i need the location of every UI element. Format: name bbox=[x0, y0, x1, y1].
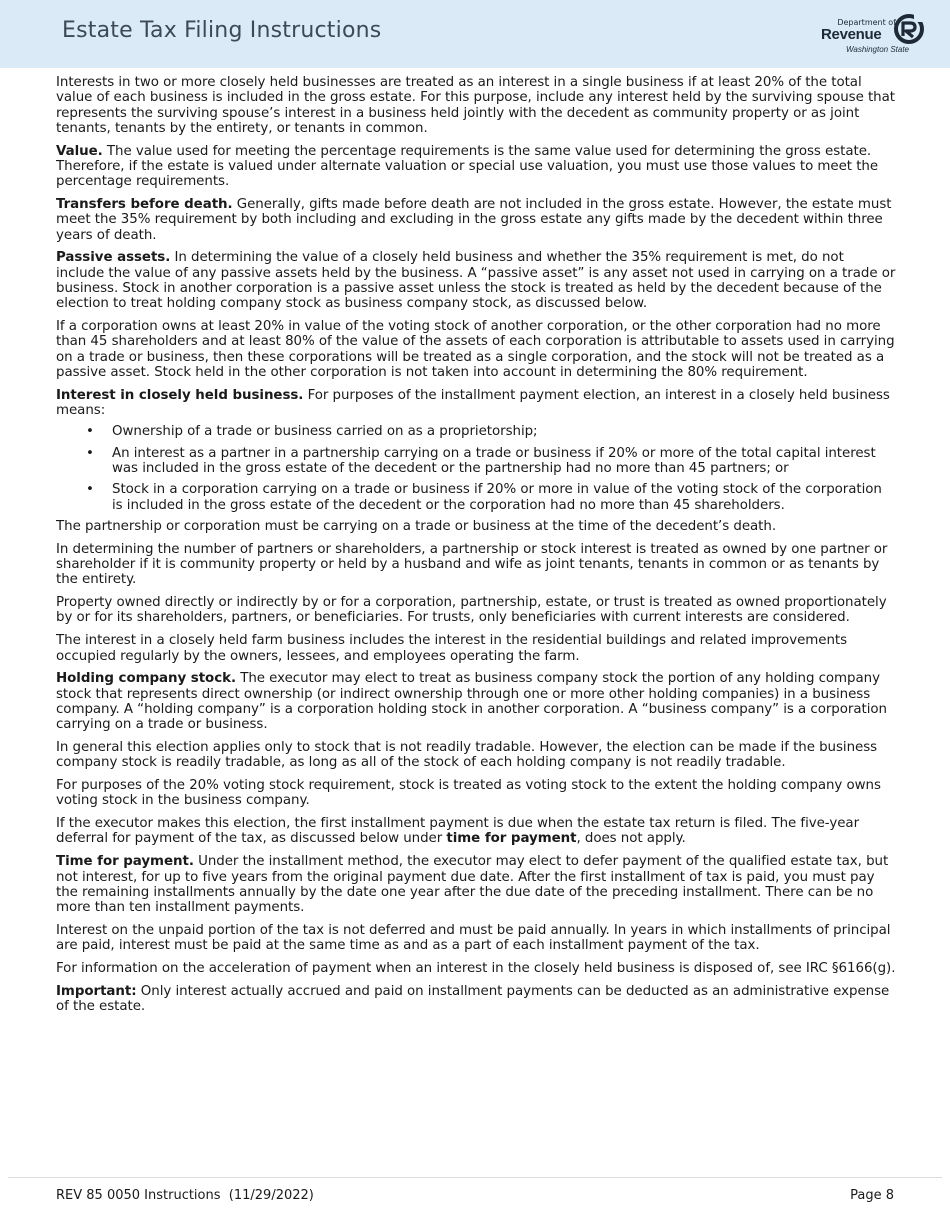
list-item: • Ownership of a trade or business carried on as a proprietorship; bbox=[86, 424, 538, 440]
footer-divider bbox=[8, 1177, 942, 1178]
paragraph: If a corporation owns at least 20% in value of the voting stock of another corporation, or the other corporation had no more than 45 shareholders and at least 80% of the value of the assets of each corporation is attributable to assets used in carrying on a trade or business, then these corporations will be treated as a single corporation, and the stock will not be treated as a passive asset. Stock held in the other corporation is not taken into account in determining the 80% requirement. bbox=[56, 319, 895, 381]
inline-bold: time for payment bbox=[446, 831, 577, 847]
document-body bbox=[56, 75, 896, 1022]
bullet-icon: • bbox=[86, 482, 94, 498]
paragraph-value: Value. The value used for meeting the percentage requirements is the same value used for determining the gross estate. Therefore, if the estate is valued under alternate valuation or special use valuation, you must use those values to meet the percentage requirements. bbox=[56, 143, 879, 190]
document-title: Estate Tax Filing Instructions bbox=[62, 18, 382, 43]
logo-department-text: Department of bbox=[837, 18, 896, 27]
paragraph-time-for-payment: Time for payment. Under the installment method, the executor may elect to defer payment of the qualified estate tax, but not interest, for up to five years from the original payment due date. After the first installment of tax is paid, you must pay the remaining installments annually by the date one year after the due date of the preceding installment. There can be no more than ten installment payments. bbox=[56, 854, 889, 916]
paragraph: For purposes of the 20% voting stock requirement, stock is treated as voting stock to the extent the holding company owns voting stock in the business company. bbox=[56, 778, 881, 809]
paragraph: Interest on the unpaid portion of the tax is not deferred and must be paid annually. In years in which installments of principal are paid, interest must be paid at the same time as and as a part of each installment payment of the tax. bbox=[56, 922, 891, 954]
section-heading: Holding company stock. bbox=[56, 671, 236, 687]
paragraph-important: Important: Only interest actually accrued and paid on installment payments can be deducted as an administrative expense of the estate. bbox=[56, 983, 890, 1015]
list-item: • Stock in a corporation carrying on a trade or business if 20% or more in value of the voting stock of the corporation is included in the gross estate of the decedent or the corporation had no more than 45 shareholders. bbox=[86, 482, 882, 513]
paragraph: For information on the acceleration of payment when an interest in the closely held business is disposed of, see IRC §6166(g). bbox=[56, 961, 896, 977]
revenue-logo-icon bbox=[894, 14, 924, 44]
logo-state-text: Washington State bbox=[846, 45, 910, 54]
form-identifier: REV 85 0050 Instructions (11/29/2022) bbox=[56, 1188, 314, 1203]
paragraph-passive-assets: Passive assets. In determining the value of a closely held business and whether the 35% requirement is met, do not include the value of any passive assets held by the business. A “passive asset” is any asset not used in carrying on a trade or business. Stock in another corporation is a passive asset unless the stock is treated as held by the decedent because of the election to treat holding company stock as business company stock, as discussed below. bbox=[56, 250, 896, 312]
paragraph: In determining the number of partners or shareholders, a partnership or stock interest is treated as owned by one partner or shareholder if it is community property or held by a husband and wife as joint tenants, tenants in common or as tenants by the entirety. bbox=[56, 541, 888, 588]
dor-logo bbox=[818, 14, 926, 58]
section-heading: Important: bbox=[56, 983, 137, 999]
paragraph: The partnership or corporation must be carrying on a trade or business at the time of the decedent’s death. bbox=[56, 518, 777, 534]
section-heading: Transfers before death. bbox=[56, 197, 233, 213]
paragraph-transfers-before-death: Transfers before death. Generally, gifts made before death are not included in the gross estate. However, the estate must meet the 35% requirement by both including and excluding in the gross estate any gifts made by the decedent within three years of death. bbox=[56, 197, 892, 243]
list-item: • An interest as a partner in a partnership carrying on a trade or business if 20% or more of the total capital interest was included in the gross estate of the decedent or the partnership had no more than 45 partners; or bbox=[86, 445, 876, 477]
paragraph: Interests in two or more closely held businesses are treated as an interest in a single business if at least 20% of the total value of each business is included in the gross estate. For this purpose, include any interest held by the surviving spouse that represents the surviving spouse’s interest in a business held jointly with the decedent as community property or as joint tenants, tenants by the entirety, or tenants in common. bbox=[56, 75, 895, 136]
paragraph: The interest in a closely held farm business includes the interest in the residential buildings and related improvements occupied regularly by the owners, lessees, and employees operating the farm. bbox=[56, 633, 848, 664]
page-header bbox=[0, 0, 950, 68]
paragraph: Property owned directly or indirectly by or for a corporation, partnership, estate, or trust is treated as owned proportionately by or for its shareholders, partners, or beneficiaries. For trusts, only beneficiaries with current interests are considered. bbox=[56, 595, 887, 626]
section-heading: Interest in closely held business. bbox=[56, 387, 304, 403]
section-heading: Passive assets. bbox=[56, 250, 171, 266]
paragraph-holding-company-stock: Holding company stock. The executor may elect to treat as business company stock the portion of any holding company stock that represents direct ownership (or indirect ownership through one or more other holding companies) in a business company. A “holding company” is a corporation holding stock in another corporation. A “business company” is a corporation carrying on a trade or business. bbox=[56, 671, 887, 733]
paragraph-interest-closely-held: Interest in closely held business. For purposes of the installment payment election, an interest in a closely held business means: bbox=[56, 387, 890, 419]
section-heading: Time for payment. bbox=[56, 854, 194, 870]
paragraph: In general this election applies only to stock that is not readily tradable. However, the election can be made if the business company stock is readily tradable, as long as all of the stock of each holding company is not readily tradable. bbox=[56, 739, 878, 771]
bullet-icon: • bbox=[86, 424, 94, 440]
page-number: Page 8 bbox=[850, 1188, 894, 1203]
bullet-icon: • bbox=[86, 445, 94, 461]
paragraph: If the executor makes this election, the first installment payment is due when the estate tax return is filed. The five-year deferral for payment of the tax, as discussed below under time for payment, does not apply. bbox=[56, 816, 860, 847]
bullet-list bbox=[56, 424, 896, 512]
section-heading: Value. bbox=[56, 143, 103, 159]
logo-revenue-text: Revenue bbox=[821, 26, 882, 43]
